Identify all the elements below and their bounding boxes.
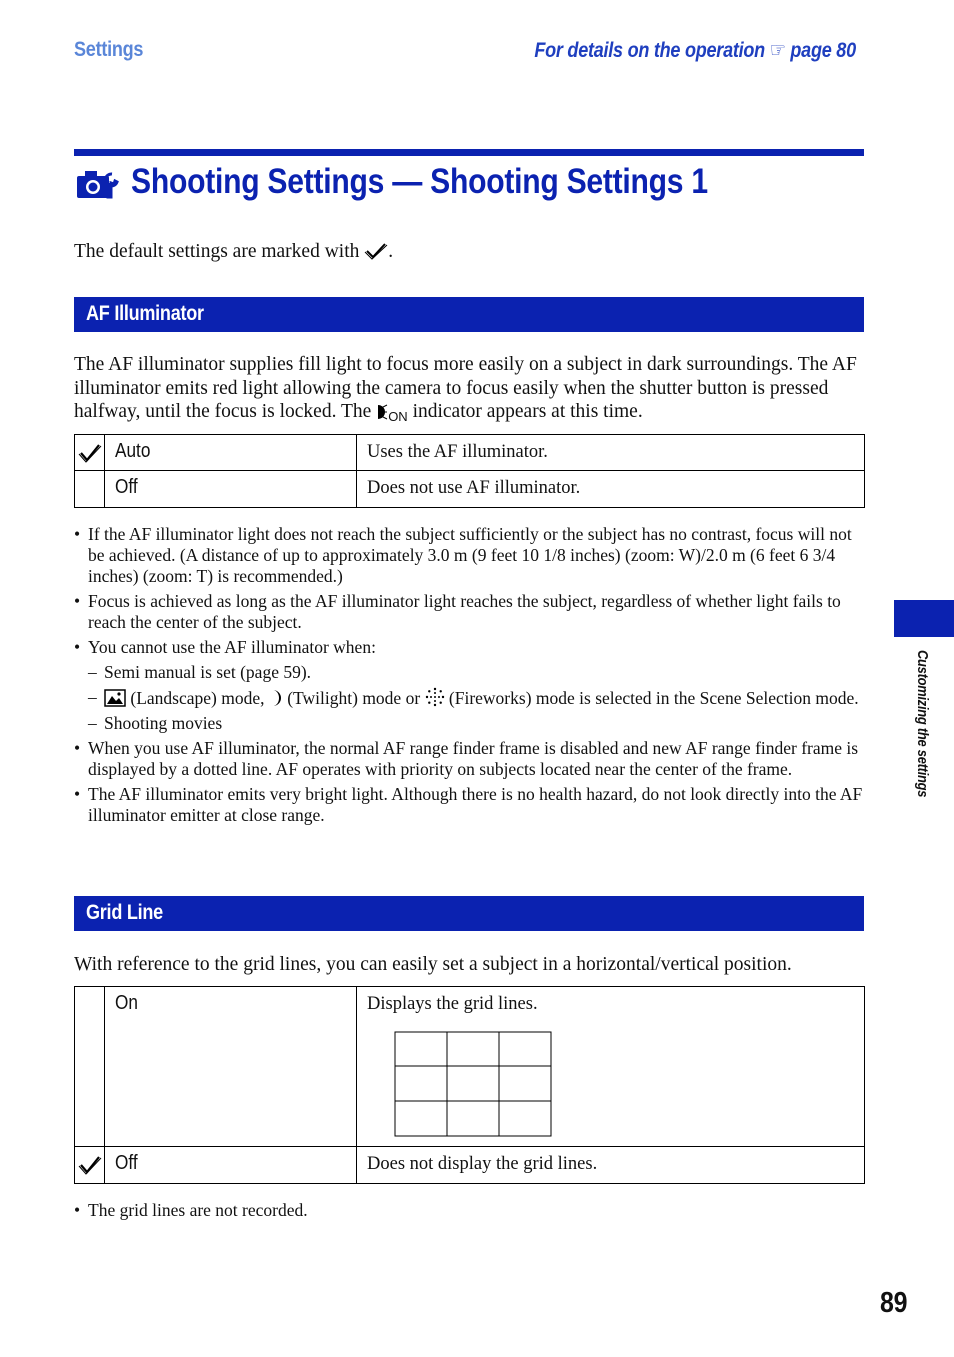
af-intro-text-end: indicator appears at this time. [412, 401, 643, 422]
af-intro-text: The AF illuminator supplies fill light to focus more easily on a subject in dark surroundings. The AF illuminator emits red light allowing the camera to focus easily when the shutter button is pressed halfway, until the focus is locked. The [74, 354, 857, 422]
grid-intro: With reference to the grid lines, you can easily set a subject in a horizontal/vertical position. [74, 954, 792, 975]
moon-icon [269, 689, 283, 707]
header-section-label: Settings [74, 38, 144, 61]
grid-line-heading: Grid Line [86, 901, 163, 924]
af-note: • The AF illuminator emits very bright light. Although there is no health hazard, do not look directly into the AF illuminator emitter at close range. [74, 784, 864, 826]
grid-option-row [75, 1147, 865, 1184]
af-illuminator-heading: AF Illuminator [86, 302, 204, 325]
af-subnote: – Shooting movies [74, 713, 864, 734]
fireworks-icon [425, 687, 445, 707]
scene-twilight-text: (Twilight) mode or [287, 688, 421, 708]
option-desc-cell [357, 435, 865, 471]
af-note: • You cannot use the AF illuminator when: [74, 637, 864, 658]
default-cell [75, 987, 105, 1147]
grid-options-table [74, 986, 865, 1184]
af-note: • When you use AF illuminator, the normal AF range finder frame is disabled and new AF range finder frame is displayed by a dotted line. AF operates with priority on subjects located near the center of the frame. [74, 738, 864, 780]
default-note [74, 240, 864, 264]
default-cell [75, 1147, 105, 1184]
option-name: On [115, 992, 138, 1014]
option-name-cell [105, 1147, 357, 1184]
option-desc: Does not use AF illuminator. [367, 478, 581, 498]
option-name-cell [105, 435, 357, 471]
af-subnote-scenes [74, 687, 864, 709]
af-illuminator-band [74, 297, 864, 332]
chapter-side-label [912, 650, 934, 850]
af-option-row [75, 471, 865, 508]
check-mark-icon [78, 442, 102, 464]
option-desc-cell [357, 471, 865, 508]
af-options-table [74, 434, 865, 508]
grid-option-row [75, 987, 865, 1147]
grid-illustration [394, 1031, 552, 1137]
page-title: Shooting Settings — Shooting Settings 1 [131, 162, 708, 201]
option-desc-cell [357, 987, 865, 1147]
header-details-page: page 80 [790, 39, 856, 62]
af-illuminator-icon [376, 403, 408, 429]
chapter-side-label-text: Customizing the settings [914, 650, 931, 798]
page-number: 89 [880, 1287, 908, 1319]
af-subnote: – Semi manual is set (page 59). [74, 662, 864, 683]
grid-line-band [74, 896, 864, 931]
check-mark-icon [78, 1154, 102, 1176]
option-name: Off [115, 476, 138, 498]
option-name: Off [115, 1152, 138, 1174]
af-option-row [75, 435, 865, 471]
landscape-icon [104, 689, 126, 707]
option-name: Auto [115, 440, 151, 462]
default-note-end: . [388, 241, 394, 262]
default-cell [75, 435, 105, 471]
option-desc: Uses the AF illuminator. [367, 442, 548, 462]
grid-notes-list [74, 1200, 864, 1225]
scene-landscape-text: (Landscape) mode, [130, 688, 265, 708]
chapter-tab [894, 600, 954, 637]
af-icon-label: ON [388, 409, 408, 424]
check-mark-icon [364, 242, 388, 260]
default-cell [75, 471, 105, 508]
default-note-text: The default settings are marked with [74, 241, 360, 262]
option-desc-cell [357, 1147, 865, 1184]
header-details-text: For details on the operation [534, 39, 766, 62]
grid-note: • The grid lines are not recorded. [74, 1200, 864, 1221]
pointing-hand-icon: ☞ [769, 39, 786, 62]
scene-fireworks-text: (Fireworks) mode is selected in the Scene Selection mode. [448, 688, 859, 708]
option-name-cell [105, 987, 357, 1147]
option-desc: Does not display the grid lines. [367, 1154, 598, 1174]
af-intro [74, 353, 864, 429]
option-desc: Displays the grid lines. [367, 994, 538, 1014]
af-note: • Focus is achieved as long as the AF illuminator light reaches the subject, regardless of whether light fails to reach the center of the subject. [74, 591, 864, 633]
camera-wrench-icon [76, 168, 120, 200]
header-details-reference [534, 38, 856, 63]
title-rule [74, 149, 864, 156]
af-note: • If the AF illuminator light does not reach the subject sufficiently or the subject has no contrast, focus will not be achieved. (A distance of up to approximately 3.0 m (9 feet 10 1/8 inches) (zoom: W)/2.0 m (6 feet 6 3/4 inches) (zoom: T) is recommended.) [74, 524, 864, 587]
option-name-cell [105, 471, 357, 508]
af-notes-list [74, 524, 864, 830]
